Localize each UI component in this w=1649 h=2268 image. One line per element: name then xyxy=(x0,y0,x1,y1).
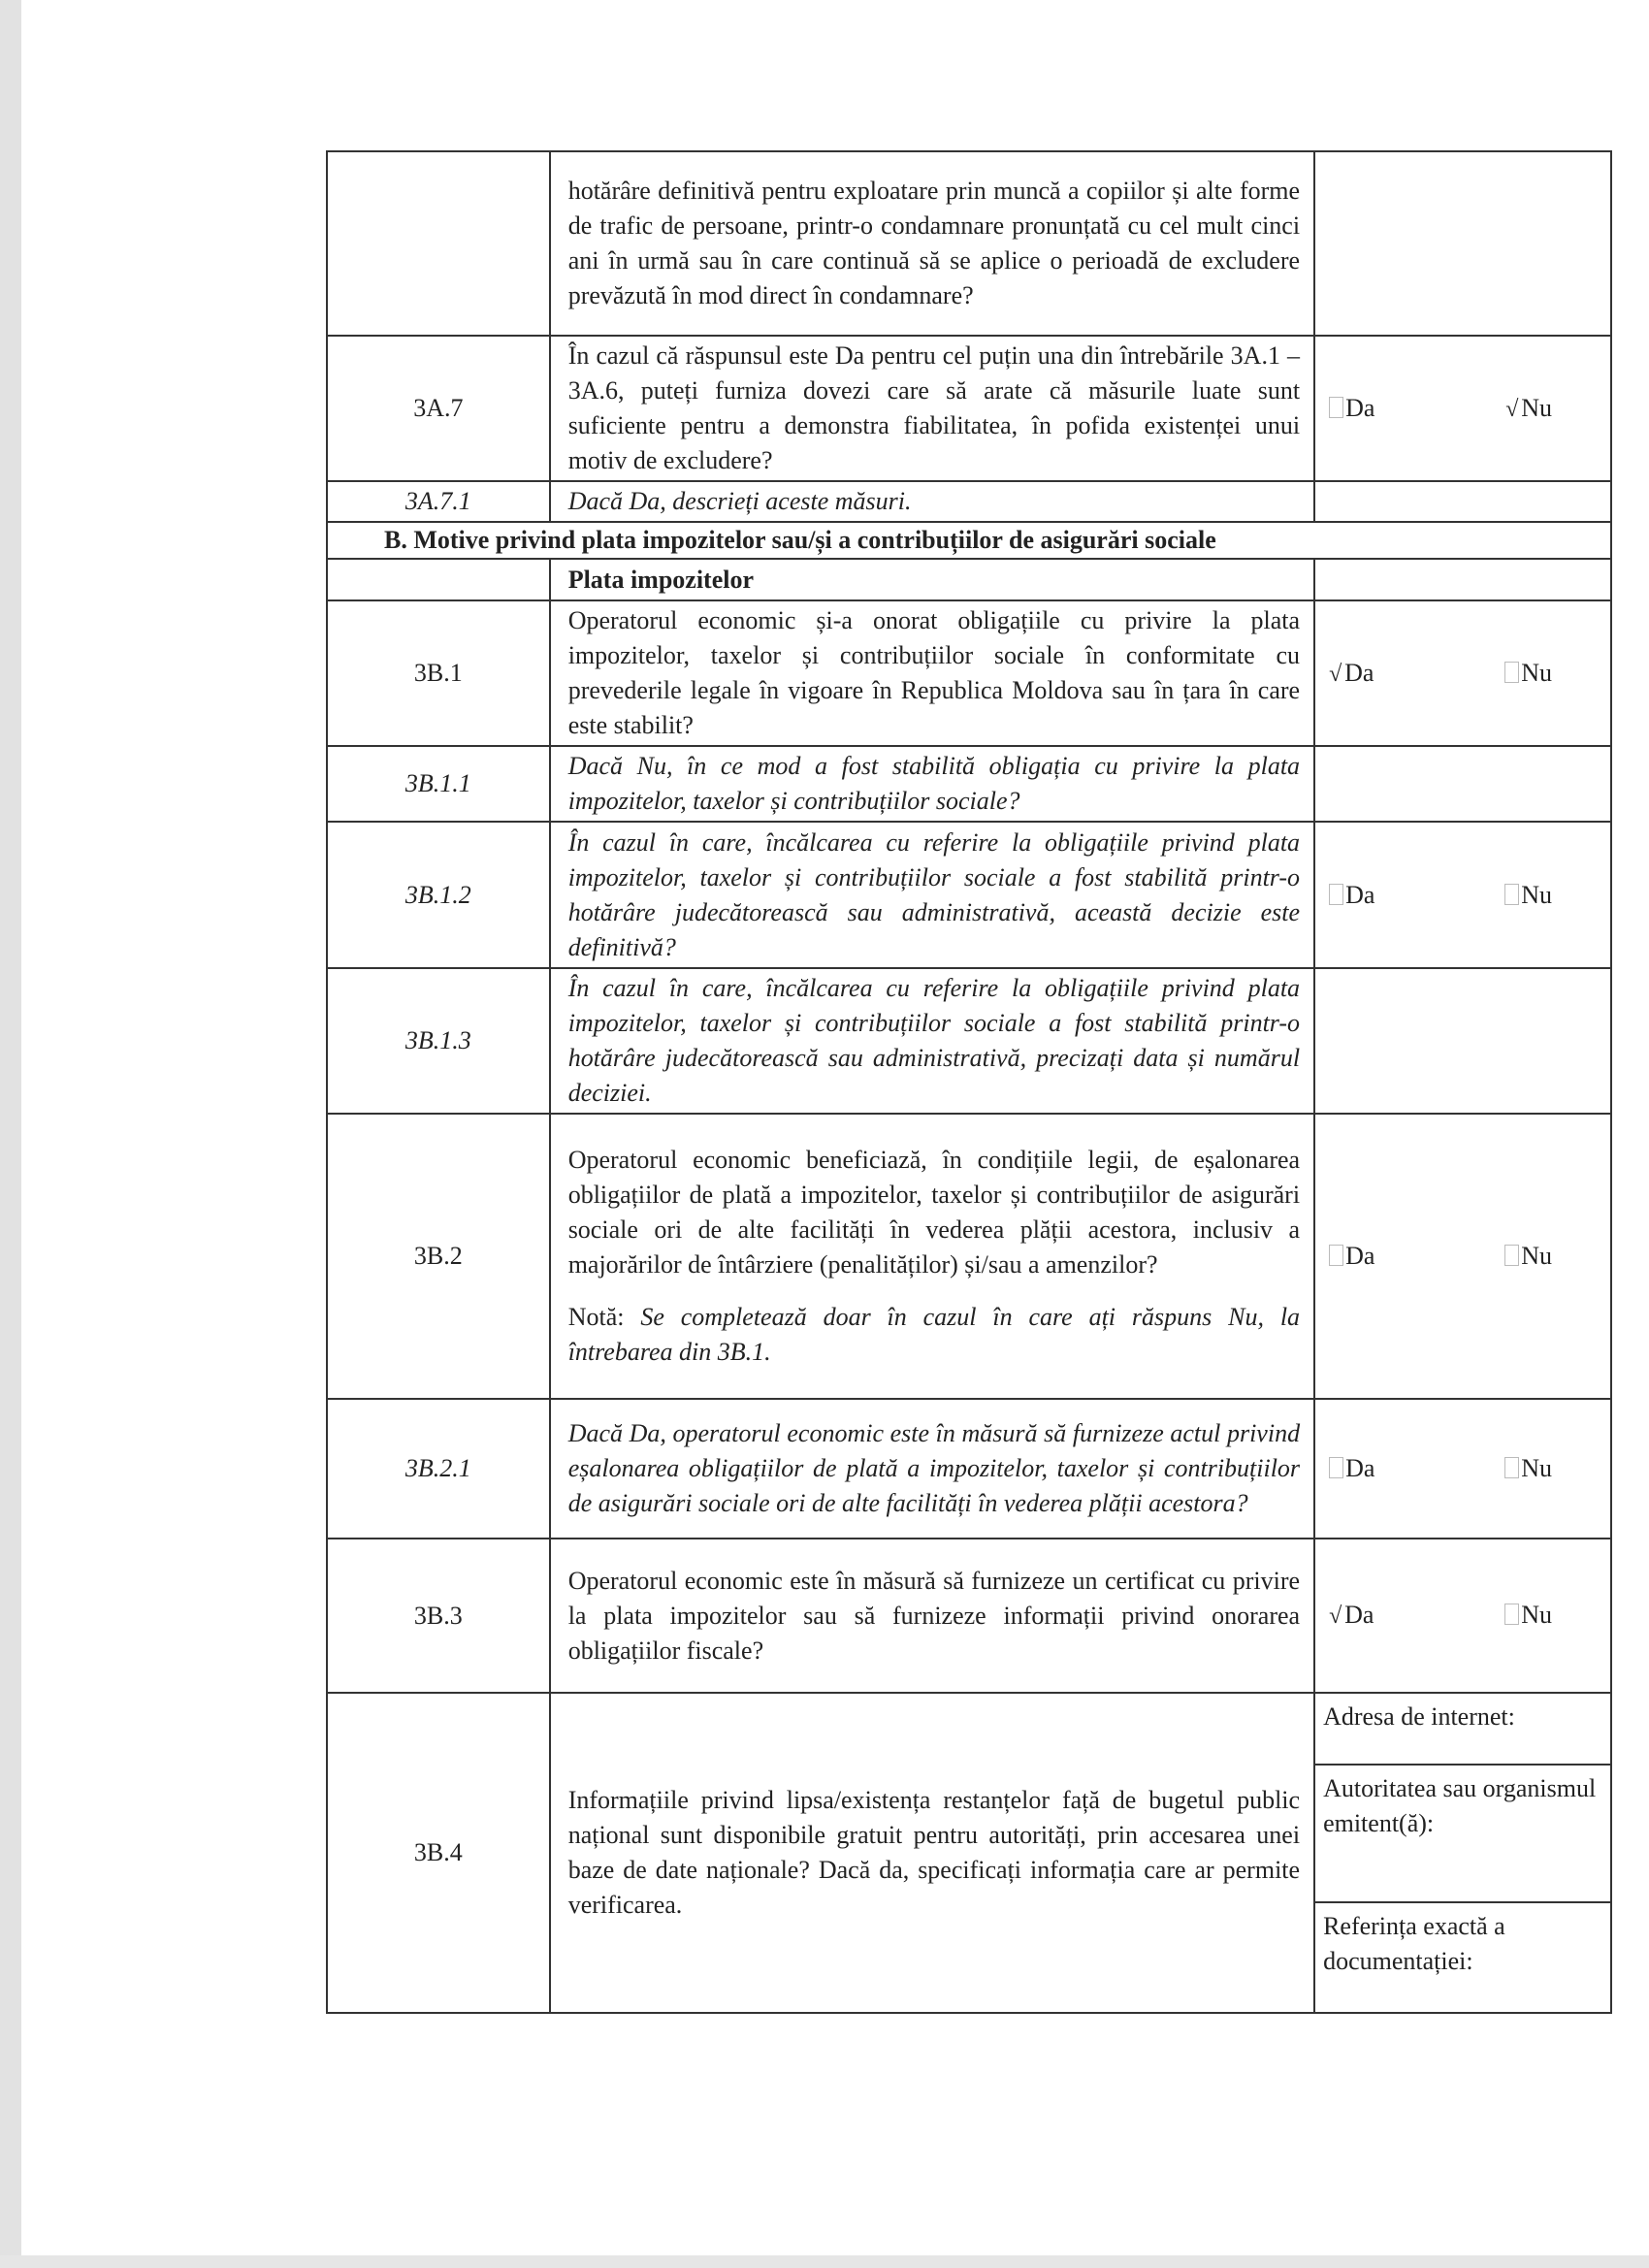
question-text: În cazul în care, încălcarea cu referire la obligațiile privind plata impozitelor, taxelor și contribuțiilor sociale a fost stabilită printr-o hotărâre judecătorească sau administrativă, această decizie este definitivă? xyxy=(550,822,1314,968)
empty-box-icon xyxy=(1504,1604,1519,1625)
option-label: Nu xyxy=(1521,393,1552,422)
checkmark-icon: √ xyxy=(1505,396,1519,422)
table-row xyxy=(327,151,1611,336)
row-code: 3B.1.2 xyxy=(327,822,550,968)
option-label: Nu xyxy=(1521,1601,1552,1629)
question-text xyxy=(550,1114,1314,1399)
answer-cell[interactable] xyxy=(1314,481,1611,522)
note xyxy=(568,1300,1300,1370)
row-code: 3B.3 xyxy=(327,1539,550,1693)
answer-cell xyxy=(1314,1399,1611,1539)
question-text: Dacă Nu, în ce mod a fost stabilită obligația cu privire la plata impozitelor, taxelor și contribuțiilor sociale? xyxy=(550,746,1314,822)
checkmark-icon: √ xyxy=(1329,1604,1342,1629)
empty-box-icon xyxy=(1329,884,1343,905)
question-body: Operatorul economic beneficiază, în condițiile legii, de eșalonarea obligațiilor de plată a impozitelor, taxelor și contribuțiilor de asigurări sociale ori de alte facilități în vederea plății acestora, inclusiv a majorărilor de întârziere (penalităților) și/sau a amenzilor? xyxy=(567,1146,1301,1279)
answer-cell xyxy=(1314,559,1611,600)
note-text: Se completează doar în cazul în care ați răspuns Nu, la întrebarea din 3B.1. xyxy=(567,1303,1301,1366)
option-label: Nu xyxy=(1521,880,1552,909)
answer-cell xyxy=(1314,336,1611,481)
option-label: Nu xyxy=(1521,658,1552,687)
option-label: Da xyxy=(1344,1601,1374,1629)
nu-checkbox[interactable] xyxy=(1504,656,1552,692)
da-checkbox[interactable] xyxy=(1329,1239,1374,1274)
table-row xyxy=(327,336,1611,481)
nu-checkbox[interactable] xyxy=(1505,391,1552,427)
nu-checkbox[interactable] xyxy=(1504,1239,1552,1274)
da-checkbox[interactable] xyxy=(1329,656,1374,692)
empty-box-icon xyxy=(1329,1245,1343,1266)
answer-cell[interactable] xyxy=(1314,968,1611,1114)
question-text: Informațiile privind lipsa/existența restanțelor față de bugetul public național sunt disponibile gratuit pentru autorități, prin accesarea unei baze de date naționale? Dacă da, specificați informația care ar permite verificarea. xyxy=(550,1693,1314,2013)
table-row xyxy=(327,481,1611,522)
answer-cell xyxy=(1314,1693,1611,2013)
row-code xyxy=(327,559,550,600)
question-text: În cazul în care, încălcarea cu referire la obligațiile privind plata impozitelor, taxelor și contribuțiilor sociale a fost stabilită printr-o hotărâre judecătorească sau administrativă, precizați data și numărul deciziei. xyxy=(550,968,1314,1114)
row-code: 3B.1.1 xyxy=(327,746,550,822)
row-code: 3A.7 xyxy=(327,336,550,481)
internet-address-field[interactable]: Adresa de internet: xyxy=(1315,1694,1610,1766)
empty-box-icon xyxy=(1329,397,1343,418)
question-text: În cazul că răspunsul este Da pentru cel puțin una din întrebările 3A.1 – 3A.6, puteți furniza dovezi care să arate că măsurile luate sunt suficiente pentru a demonstra fiabilitatea, în pofida existenței unui motiv de excludere? xyxy=(550,336,1314,481)
table-row xyxy=(327,1114,1611,1399)
option-label: Da xyxy=(1345,1242,1375,1270)
answer-cell[interactable] xyxy=(1314,746,1611,822)
scan-edge-bottom xyxy=(0,2255,1649,2268)
table-row xyxy=(327,746,1611,822)
answer-cell xyxy=(1314,1539,1611,1693)
documentation-reference-field[interactable]: Referința exactă a documentației: xyxy=(1323,1912,1505,1975)
table-row xyxy=(327,600,1611,746)
nu-checkbox[interactable] xyxy=(1504,878,1552,913)
empty-box-icon xyxy=(1504,662,1519,683)
table-row xyxy=(327,559,1611,600)
table-row xyxy=(327,822,1611,968)
declaration-form-table xyxy=(326,150,1612,2014)
table-row xyxy=(327,1539,1611,1693)
da-checkbox[interactable] xyxy=(1329,1451,1374,1486)
row-code: 3A.7.1 xyxy=(327,481,550,522)
table-row xyxy=(327,968,1611,1114)
option-label: Da xyxy=(1345,880,1375,909)
row-code xyxy=(327,151,550,336)
issuing-authority-field[interactable]: Autoritatea sau organismul emitent(ă): xyxy=(1315,1766,1610,1903)
answer-cell xyxy=(1314,822,1611,968)
question-text: Dacă Da, descrieți aceste măsuri. xyxy=(550,481,1314,522)
row-code: 3B.1.3 xyxy=(327,968,550,1114)
subheading: Plata impozitelor xyxy=(550,559,1314,600)
checkmark-icon: √ xyxy=(1329,661,1342,687)
question-text: Dacă Da, operatorul economic este în măsură să furnizeze actul privind eșalonarea obligațiilor de plată a impozitelor, taxelor și contribuțiilor de asigurări sociale ori de alte facilități în vederea plății acestora? xyxy=(550,1399,1314,1539)
nu-checkbox[interactable] xyxy=(1504,1451,1552,1486)
table-row xyxy=(327,1693,1611,2013)
empty-box-icon xyxy=(1504,1245,1519,1266)
da-checkbox[interactable] xyxy=(1329,878,1374,913)
scan-edge-left xyxy=(0,0,21,2268)
table-row xyxy=(327,1399,1611,1539)
question-text: Operatorul economic și-a onorat obligațiile cu privire la plata impozitelor, taxelor și contribuțiilor sociale în conformitate cu prevederile legale în vigoare în Republica Moldova sau în țara în care este stabilit? xyxy=(550,600,1314,746)
option-label: Da xyxy=(1344,658,1374,687)
empty-box-icon xyxy=(1504,1457,1519,1478)
row-code: 3B.2 xyxy=(327,1114,550,1399)
option-label: Da xyxy=(1345,393,1375,422)
table-row xyxy=(327,522,1611,559)
section-heading: B. Motive privind plata impozitelor sau/și a contribuțiilor de asigurări sociale xyxy=(327,522,1611,559)
row-code: 3B.2.1 xyxy=(327,1399,550,1539)
row-code: 3B.1 xyxy=(327,600,550,746)
da-checkbox[interactable] xyxy=(1329,1598,1374,1634)
answer-cell xyxy=(1314,151,1611,336)
nu-checkbox[interactable] xyxy=(1504,1598,1552,1634)
option-label: Da xyxy=(1345,1454,1375,1482)
note-label: Notă: xyxy=(567,1303,625,1331)
question-text: Operatorul economic este în măsură să furnizeze un certificat cu privire la plata impozitelor sau să furnizeze informații privind onorarea obligațiilor fiscale? xyxy=(550,1539,1314,1693)
option-label: Nu xyxy=(1521,1454,1552,1482)
da-checkbox[interactable] xyxy=(1329,391,1374,427)
question-text: hotărâre definitivă pentru exploatare prin muncă a copiilor și alte forme de trafic de persoane, printr-o condamnare pronunțată cu cel mult cinci ani în urmă sau în care continuă să se aplice o perioadă de excludere prevăzută în mod direct în condamnare? xyxy=(550,151,1314,336)
option-label: Nu xyxy=(1521,1242,1552,1270)
answer-cell xyxy=(1314,1114,1611,1399)
answer-cell xyxy=(1314,600,1611,746)
empty-box-icon xyxy=(1329,1457,1343,1478)
empty-box-icon xyxy=(1504,884,1519,905)
row-code: 3B.4 xyxy=(327,1693,550,2013)
